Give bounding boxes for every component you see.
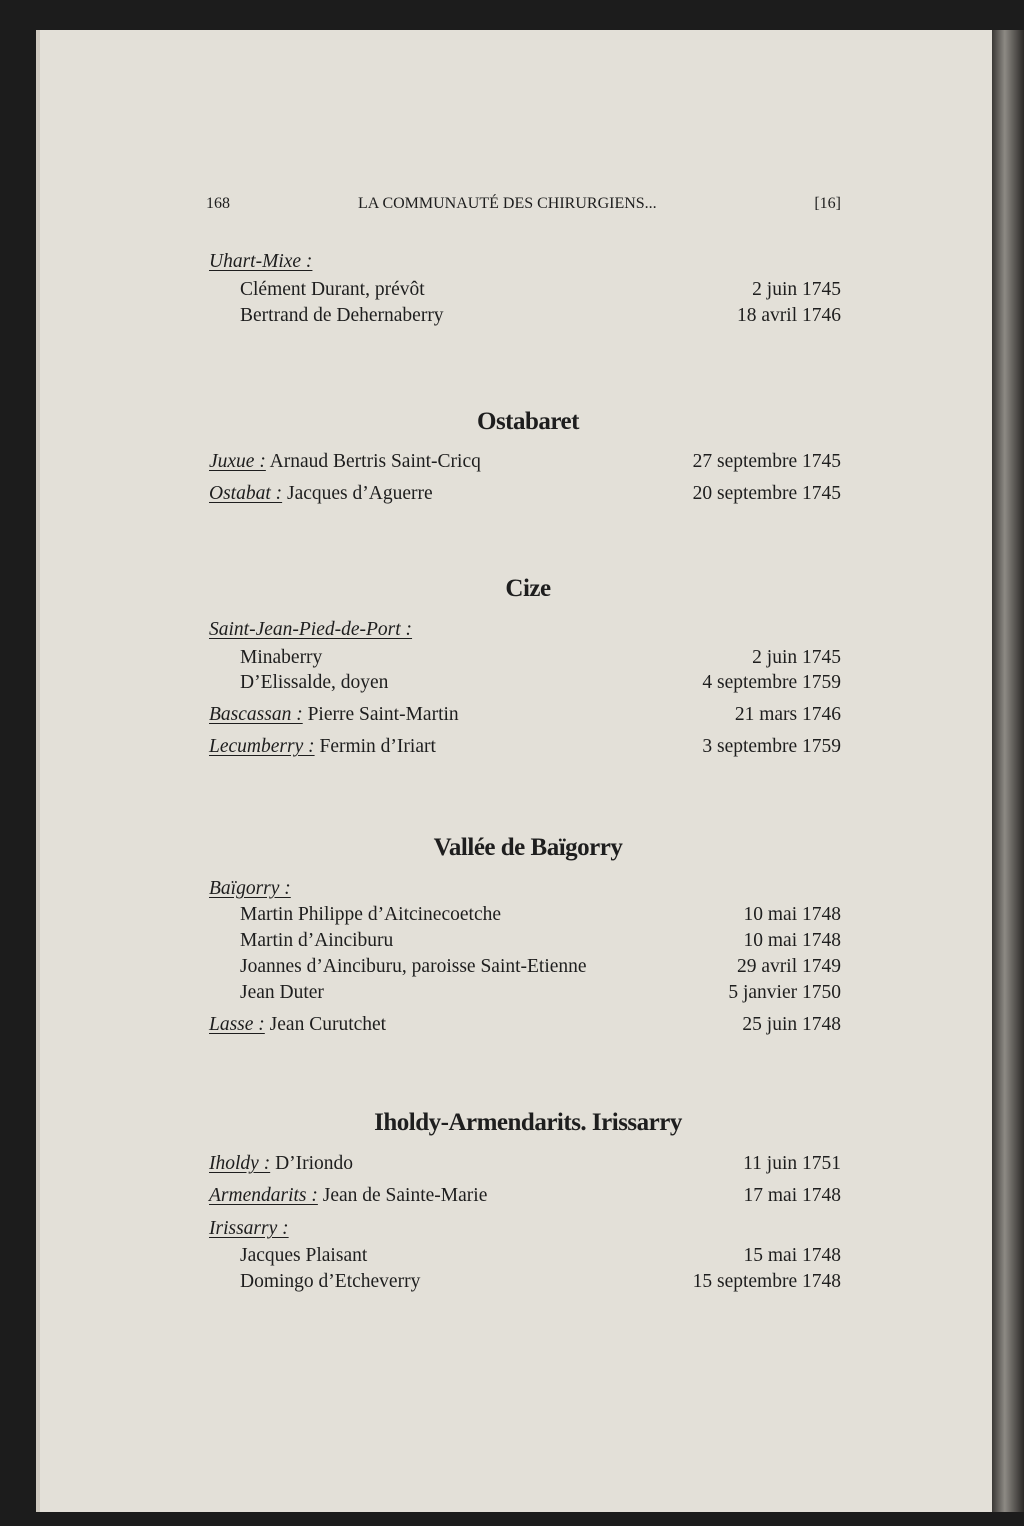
admission-date: 10 mai 1748 — [743, 904, 841, 925]
admission-date: 15 mai 1748 — [743, 1245, 841, 1266]
surgeon-name: Martin d’Ainciburu — [240, 930, 394, 951]
admission-date: 10 mai 1748 — [743, 930, 841, 951]
admission-date: 21 mars 1746 — [734, 704, 841, 725]
section-heading: Iholdy-Armendarits. Irissarry — [374, 1109, 682, 1136]
surgeon-name: Pierre Saint-Martin — [307, 704, 459, 725]
place-label: Ostabat : — [209, 483, 283, 504]
surgeon-name: Bertrand de Dehernaberry — [240, 305, 444, 326]
place-label: Iholdy : — [209, 1153, 271, 1174]
admission-date: 3 septembre 1759 — [702, 736, 841, 757]
place-label: Saint-Jean-Pied-de-Port : — [209, 619, 413, 640]
book-page — [36, 30, 996, 1512]
surgeon-name: Clément Durant, prévôt — [240, 279, 425, 300]
admission-date: 25 juin 1748 — [742, 1014, 841, 1035]
place-label: Bascassan : — [209, 704, 303, 725]
admission-date: 17 mai 1748 — [743, 1185, 841, 1206]
surgeon-name: Jacques Plaisant — [240, 1245, 368, 1266]
section-heading: Ostabaret — [477, 408, 579, 435]
admission-date: 2 juin 1745 — [752, 279, 841, 300]
surgeon-name: Jean Duter — [240, 982, 324, 1003]
running-title: LA COMMUNAUTÉ DES CHIRURGIENS... — [358, 195, 657, 212]
place-label: Armendarits : — [209, 1185, 318, 1206]
surgeon-name: Martin Philippe d’Aitcinecoetche — [240, 904, 502, 925]
surgeon-name: Minaberry — [240, 647, 323, 668]
surgeon-name: Jean de Sainte-Marie — [322, 1185, 488, 1206]
admission-date: 18 avril 1746 — [737, 305, 841, 326]
section-heading: Cize — [505, 575, 551, 602]
admission-date: 27 septembre 1745 — [692, 451, 841, 472]
place-label: Baïgorry : — [209, 878, 291, 899]
admission-date: 4 septembre 1759 — [702, 672, 841, 693]
admission-date: 5 janvier 1750 — [728, 982, 841, 1003]
section-ref: [16] — [814, 195, 841, 212]
page-number: 168 — [206, 195, 230, 212]
place-label: Juxue : — [209, 451, 266, 472]
place-label: Uhart-Mixe : — [209, 251, 313, 272]
surgeon-name: D’Iriondo — [275, 1153, 354, 1174]
surgeon-name: Joannes d’Ainciburu, paroisse Saint-Etienne — [240, 956, 587, 977]
admission-date: 15 septembre 1748 — [692, 1271, 841, 1292]
admission-date: 2 juin 1745 — [752, 647, 841, 668]
surgeon-name: Domingo d’Etcheverry — [240, 1271, 421, 1292]
surgeon-name: Jean Curutchet — [269, 1014, 387, 1035]
admission-date: 29 avril 1749 — [737, 956, 841, 977]
surgeon-name: D’Elissalde, doyen — [240, 672, 389, 693]
surgeon-name: Arnaud Bertris Saint-Cricq — [269, 451, 481, 472]
admission-date: 11 juin 1751 — [743, 1153, 841, 1174]
surgeon-name: Jacques d’Aguerre — [287, 483, 433, 504]
place-label: Lasse : — [209, 1014, 265, 1035]
admission-date: 20 septembre 1745 — [692, 483, 841, 504]
section-heading: Vallée de Baïgorry — [433, 834, 623, 861]
place-label: Irissarry : — [209, 1218, 289, 1239]
place-label: Lecumberry : — [209, 736, 315, 757]
surgeon-name: Fermin d’Iriart — [319, 736, 436, 757]
page-edge — [992, 30, 1024, 1512]
